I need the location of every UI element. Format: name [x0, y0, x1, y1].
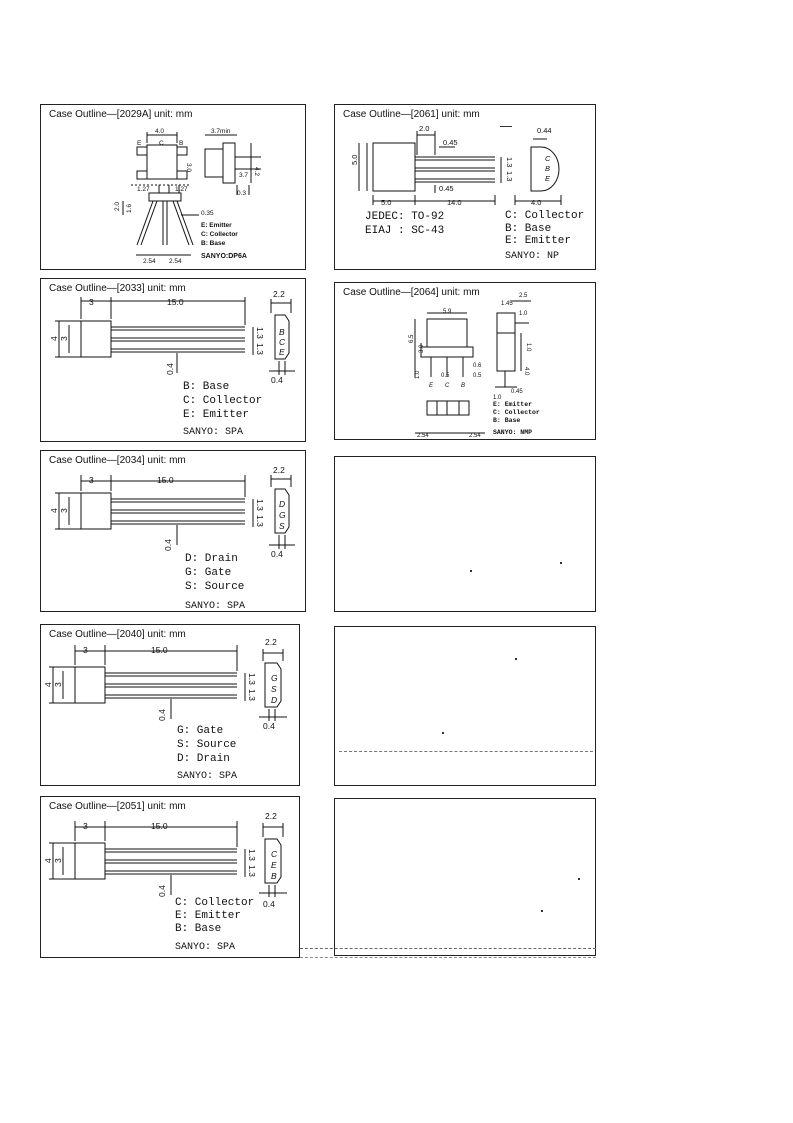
case-2034-maker: SANYO: SPA [185, 601, 246, 612]
speck-3 [470, 570, 472, 572]
case-2033-legend-1: B: Base [183, 381, 230, 393]
dim-044: 0.44 [537, 126, 552, 135]
case-2040-dim-labels [41, 625, 301, 787]
case-2061-jedec: JEDEC: TO-92 [365, 211, 445, 223]
dim-40: 4.0 [531, 198, 542, 207]
dim-40: 4.0 [523, 367, 529, 376]
dim-13b: 1.3 [255, 343, 265, 355]
dim-04a: 0.4 [165, 363, 175, 375]
case-2029a-title: Case Outline—[2029A] unit: mm [49, 109, 193, 120]
dim-04b: 0.4 [271, 549, 283, 559]
dim-3: 3 [83, 645, 88, 655]
case-2064-panel [334, 282, 596, 440]
case-2040-maker: SANYO: SPA [177, 771, 238, 782]
case-2051-panel [40, 796, 300, 958]
case-2064-legend-3: B: Base [493, 417, 521, 424]
pin-1: D [279, 499, 286, 509]
label-b: B [179, 140, 184, 147]
dim-140: 14.0 [447, 198, 462, 207]
case-2034-title: Case Outline—[2034] unit: mm [49, 455, 186, 466]
dim-30: 3.0 [419, 344, 425, 353]
dim-30: 3.0 [185, 163, 192, 173]
dim-3: 3 [89, 297, 94, 307]
case-2051-legend-3: B: Base [175, 923, 222, 935]
label-c: C [159, 140, 164, 147]
dim-22: 2.2 [273, 465, 285, 475]
pin-1: G [271, 673, 278, 683]
case-2029a-maker: SANYO:DP6A [201, 253, 247, 260]
case-2033-maker: SANYO: SPA [183, 427, 244, 438]
dim-13a: 1.3 [247, 849, 257, 861]
dim-04a: 0.4 [163, 539, 173, 551]
dim-10b: 1.0 [525, 343, 531, 352]
scan-streak-2 [300, 948, 596, 949]
dim-03: 0.3 [237, 190, 247, 197]
dim-4: 4 [43, 682, 53, 687]
pin-3: E [279, 347, 285, 357]
dim-04b: 0.4 [263, 899, 275, 909]
dim-045: 0.45 [511, 389, 523, 395]
case-2064-dim-labels [335, 283, 597, 441]
case-2029a-panel [40, 104, 306, 270]
case-2051-legend-1: C: Collector [175, 897, 255, 909]
case-2034-legend-2: G: Gate [185, 567, 232, 579]
dim-4: 4 [49, 336, 59, 341]
case-2033-panel [40, 278, 306, 442]
speck-7 [541, 910, 543, 912]
pin-2: E [271, 860, 277, 870]
case-2064-legend-2: C: Collector [493, 409, 540, 416]
case-2029a-legend-1: E: Emitter [201, 222, 232, 229]
dim-3b: 3 [53, 858, 63, 863]
case-2033-legend-2: C: Collector [183, 395, 263, 407]
pin-3: B [271, 871, 277, 881]
case-2051-dim-labels [41, 797, 301, 959]
pin-c: C [445, 383, 450, 389]
dim-59: 5.9 [443, 309, 452, 315]
speck-4 [515, 658, 517, 660]
speck-6 [578, 878, 580, 880]
dim-05a: 0.5 [473, 373, 482, 379]
dim-06: 0.6 [473, 363, 482, 369]
speck-5 [442, 732, 444, 734]
case-2034-legend-1: D: Drain [185, 553, 238, 565]
dim-145: 1.45 [501, 301, 513, 307]
dim-3: 3 [89, 475, 94, 485]
dim-13b: 1.3 [247, 865, 257, 877]
dim-3b: 3 [59, 508, 69, 513]
pin-2: S [271, 684, 277, 694]
pin-2: B [545, 164, 551, 173]
pin-e: E [429, 383, 434, 389]
pin-2: C [279, 337, 286, 347]
dim-50b: 5.0 [381, 198, 392, 207]
dim-13b: 1.3 [255, 515, 265, 527]
dim-22: 2.2 [265, 637, 277, 647]
dim-25: 2.5 [519, 293, 528, 299]
dim-37: 3.7 [239, 172, 249, 179]
pin-1: C [545, 154, 551, 163]
dim-10: 1.0 [519, 311, 528, 317]
dim-254a: 2.54 [417, 433, 429, 439]
label-e: E [137, 140, 142, 147]
dim-127b: 1.27 [175, 186, 188, 193]
dim-37min: 3.7min [211, 128, 231, 135]
speck-2 [560, 562, 562, 564]
dim-05b: 0.5 [441, 373, 450, 379]
dim-13a: 1.3 [505, 157, 514, 168]
case-2064-legend-1: E: Emitter [493, 401, 533, 408]
dim-22: 2.2 [265, 811, 277, 821]
case-2040-legend-1: G: Gate [177, 725, 224, 737]
case-2061-legend-2: B: Base [505, 223, 552, 235]
dim-22: 2.2 [273, 289, 285, 299]
case-2033-dim-labels [41, 279, 307, 443]
dim-13a: 1.3 [247, 673, 257, 685]
case-2029a-legend-2: C: Collector [201, 231, 238, 238]
dim-4: 4 [49, 508, 59, 513]
pin-3: E [545, 174, 551, 183]
case-2034-panel [40, 450, 306, 612]
speck-1 [500, 126, 512, 127]
dim-10d: 1.0 [493, 395, 502, 401]
case-2064-title: Case Outline—[2064] unit: mm [343, 287, 480, 298]
pin-3: S [279, 521, 285, 531]
dim-254b: 2.54 [169, 258, 182, 265]
dim-10c: 1.0 [415, 370, 421, 379]
case-2061-legend-3: E: Emitter [505, 235, 572, 247]
case-2051-legend-2: E: Emitter [175, 910, 242, 922]
dim-13b: 1.3 [505, 171, 514, 182]
case-2040-legend-2: S: Source [177, 739, 237, 751]
scan-streak-1 [339, 751, 593, 752]
dim-13b: 1.3 [247, 689, 257, 701]
dim-045b: 0.45 [439, 184, 454, 193]
dim-4: 4 [43, 858, 53, 863]
case-2061-eiaj: EIAJ : SC-43 [365, 225, 445, 237]
case-2061-legend-1: C: Collector [505, 210, 585, 222]
dim-3: 3 [83, 821, 88, 831]
dim-13a: 1.3 [255, 499, 265, 511]
dim-04b: 0.4 [271, 375, 283, 385]
dim-40: 4.0 [155, 128, 165, 135]
case-2051-maker: SANYO: SPA [175, 942, 236, 953]
case-2064-maker: SANYO: NMP [493, 429, 533, 436]
dim-254a: 2.54 [143, 258, 156, 265]
dim-04b: 0.4 [263, 721, 275, 731]
dim-045a: 0.45 [443, 138, 458, 147]
dim-13a: 1.3 [255, 327, 265, 339]
case-2040-title: Case Outline—[2040] unit: mm [49, 629, 186, 640]
case-2033-title: Case Outline—[2033] unit: mm [49, 283, 186, 294]
empty-panel-1 [334, 456, 596, 612]
empty-panel-2 [334, 626, 596, 786]
pin-1: C [271, 849, 278, 859]
dim-50a: 5.0 [350, 154, 359, 165]
dim-04a: 0.4 [157, 885, 167, 897]
case-2034-dim-labels [41, 451, 307, 613]
pin-b: B [461, 383, 466, 389]
case-2034-legend-3: S: Source [185, 581, 245, 593]
dim-65: 6.5 [409, 334, 415, 343]
case-2029a-dim-labels [41, 105, 307, 271]
case-2061-panel [334, 104, 596, 270]
pin-2: G [279, 510, 286, 520]
dim-04a: 0.4 [157, 709, 167, 721]
case-2033-legend-3: E: Emitter [183, 409, 250, 421]
dim-42: 4.2 [253, 167, 260, 177]
dim-150: 15.0 [151, 645, 168, 655]
case-2061-maker: SANYO: NP [505, 251, 560, 262]
dim-254b: 2.54 [469, 433, 481, 439]
dim-035: 0.35 [201, 210, 214, 217]
dim-3b: 3 [59, 336, 69, 341]
empty-panel-3 [334, 798, 596, 956]
scan-streak-3 [300, 957, 596, 958]
dim-150: 15.0 [157, 475, 174, 485]
case-2061-title: Case Outline—[2061] unit: mm [343, 109, 480, 120]
dim-16: 1.6 [126, 203, 133, 213]
case-2029a-legend-3: B: Base [201, 240, 226, 247]
dim-150: 15.0 [151, 821, 168, 831]
case-2051-title: Case Outline—[2051] unit: mm [49, 801, 186, 812]
dim-3b: 3 [53, 682, 63, 687]
case-2040-panel [40, 624, 300, 786]
dim-150: 15.0 [167, 297, 184, 307]
dim-20: 2.0 [419, 124, 430, 133]
dim-20: 2.0 [114, 201, 121, 211]
case-2040-legend-3: D: Drain [177, 753, 230, 765]
pin-3: D [271, 695, 278, 705]
dim-127a: 1.27 [137, 186, 150, 193]
pin-1: B [279, 327, 285, 337]
